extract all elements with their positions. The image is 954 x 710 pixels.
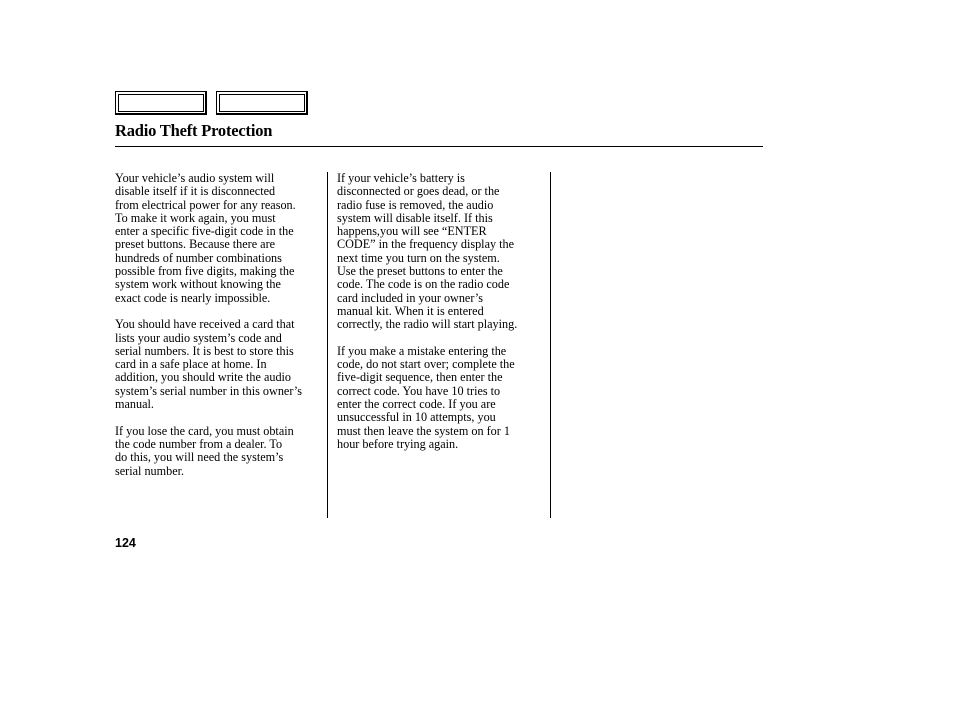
text-line: You should have received a card that (115, 317, 295, 332)
text-line: manual. (115, 397, 154, 412)
text-line: hour before trying again. (337, 436, 459, 451)
text-line: must then leave the system on for 1 (337, 423, 510, 438)
text-line: code, do not start over; complete the (337, 357, 515, 372)
text-line: If you make a mistake entering the (337, 343, 507, 358)
nav-button-frame (219, 94, 305, 112)
text-line: card in a safe place at home. In (115, 357, 267, 372)
text-column-middle (337, 172, 547, 465)
text-line: hundreds of number combinations (115, 250, 282, 265)
text-line: enter a specific five-digit code in the (115, 224, 294, 239)
text-line: manual kit. When it is entered (337, 303, 484, 318)
column-divider-1 (327, 172, 328, 518)
text-line: serial numbers. It is best to store this (115, 343, 294, 358)
text-line: lists your audio system’s code and (115, 330, 282, 345)
text-line: enter the correct code. If you are (337, 397, 496, 412)
text-line: the code number from a dealer. To (115, 436, 283, 451)
text-line: do this, you will need the system’s (115, 450, 284, 465)
paragraph-lost-card (115, 425, 326, 478)
text-line: card included in your owner’s (337, 290, 483, 305)
text-line: Your vehicle’s audio system will (115, 171, 275, 185)
title-rule (115, 146, 763, 147)
nav-button-frame (118, 94, 204, 112)
text-line: happens,you will see “ENTER (337, 224, 487, 239)
text-line: five-digit sequence, then enter the (337, 370, 503, 385)
text-line: If your vehicle’s battery is (337, 171, 465, 185)
text-line: system’s serial number in this owner’s (115, 383, 302, 398)
text-line: code. The code is on the radio code (337, 277, 510, 292)
text-line: possible from five digits, making the (115, 264, 295, 279)
text-line: To make it work again, you must (115, 210, 276, 225)
text-line: system work without knowing the (115, 277, 281, 292)
paragraph-mistake (337, 345, 547, 451)
text-line: disconnected or goes dead, or the (337, 184, 500, 199)
text-column-left (115, 172, 326, 491)
paragraph-battery (337, 172, 547, 332)
page-title: Radio Theft Protection (115, 121, 273, 140)
text-line: radio fuse is removed, the audio (337, 197, 494, 212)
text-line: If you lose the card, you must obtain (115, 423, 294, 438)
text-line: system will disable itself. If this (337, 210, 493, 225)
text-line: disable itself if it is disconnected (115, 184, 276, 199)
text-line: preset buttons. Because there are (115, 237, 276, 252)
text-line: correct code. You have 10 tries to (337, 383, 501, 398)
text-line: next time you turn on the system. (337, 250, 500, 265)
paragraph-intro (115, 172, 326, 305)
nav-button-next[interactable] (216, 91, 308, 115)
text-line: Use the preset buttons to enter the (337, 264, 503, 279)
text-line: CODE” in the frequency display the (337, 237, 515, 252)
paragraph-code-card (115, 318, 326, 411)
text-line: unsuccessful in 10 attempts, you (337, 410, 496, 425)
text-line: serial number. (115, 463, 185, 478)
text-line: addition, you should write the audio (115, 370, 292, 385)
text-line: exact code is nearly impossible. (115, 290, 271, 305)
nav-button-previous[interactable] (115, 91, 207, 115)
column-divider-2 (550, 172, 551, 518)
page-number: 124 (115, 536, 136, 550)
text-line: correctly, the radio will start playing. (337, 317, 518, 332)
text-line: from electrical power for any reason. (115, 197, 296, 212)
